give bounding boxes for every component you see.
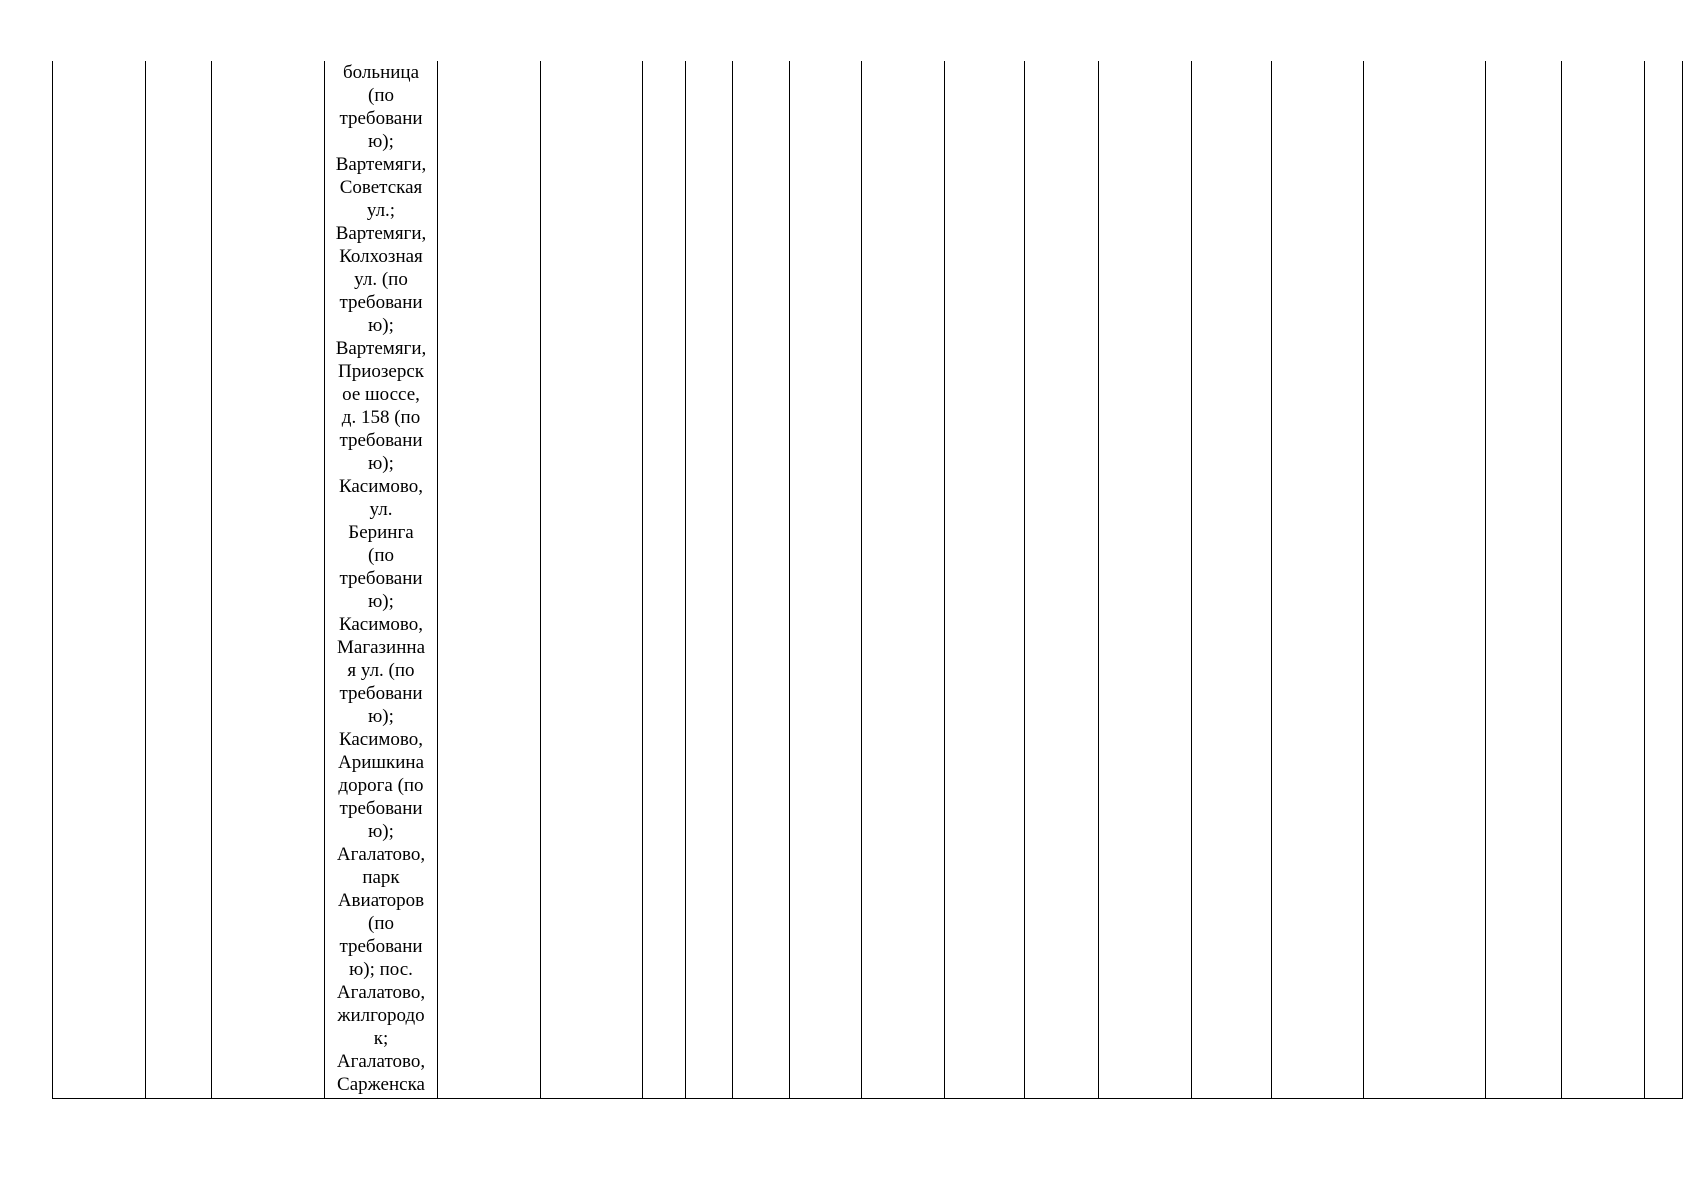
table-cell bbox=[1645, 61, 1683, 1099]
table-cell bbox=[1364, 61, 1486, 1099]
table-cell bbox=[1562, 61, 1645, 1099]
route-stop-line: Вартемяги, bbox=[335, 223, 427, 244]
route-stop-line: ю); bbox=[368, 706, 394, 727]
route-stop-line: парк bbox=[362, 867, 400, 888]
route-stop-line: (по bbox=[368, 913, 394, 934]
route-stop-line: ю); пос. bbox=[349, 959, 413, 980]
route-stop-line: ю); bbox=[368, 591, 394, 612]
table-cell bbox=[1099, 61, 1192, 1099]
route-stop-line: ю); bbox=[368, 315, 394, 336]
route-stop-line: Агалатово, bbox=[336, 982, 426, 1003]
table-cell bbox=[53, 61, 146, 1099]
route-stop-line: ул. (по bbox=[354, 269, 408, 290]
route-stop-line: ул.; bbox=[366, 200, 396, 221]
route-stops-cell bbox=[325, 61, 438, 1099]
route-stop-line: требовани bbox=[339, 683, 423, 704]
route-table bbox=[52, 61, 1683, 1099]
route-stop-line: Вартемяги, bbox=[335, 338, 427, 359]
table-cell bbox=[790, 61, 862, 1099]
route-stop-line: Магазинна bbox=[337, 637, 425, 658]
route-stop-line: Беринга bbox=[348, 522, 414, 543]
table-cell bbox=[1272, 61, 1364, 1099]
table-cell bbox=[945, 61, 1025, 1099]
route-stop-line: Касимово, bbox=[338, 476, 424, 497]
route-stop-line: больница bbox=[343, 62, 419, 83]
route-stop-line: Сарженска bbox=[337, 1074, 425, 1095]
route-stop-line: Колхозная bbox=[339, 246, 423, 267]
route-stop-line: Агалатово, bbox=[336, 1051, 426, 1072]
route-stop-line: ое шоссе, bbox=[342, 384, 420, 405]
route-stop-line: требовани bbox=[339, 292, 423, 313]
table-cell bbox=[862, 61, 945, 1099]
route-stop-line: Советская bbox=[339, 177, 423, 198]
table-cell bbox=[212, 61, 325, 1099]
table-cell bbox=[541, 61, 643, 1099]
route-stop-line: ю); bbox=[368, 131, 394, 152]
route-stop-line: Приозерск bbox=[338, 361, 424, 382]
route-stop-line: Вартемяги, bbox=[335, 154, 427, 175]
route-stop-line: ул. bbox=[369, 499, 393, 520]
table-cell bbox=[733, 61, 790, 1099]
route-stop-line: д. 158 (по bbox=[341, 407, 421, 428]
route-stop-line: к; bbox=[373, 1028, 389, 1049]
route-stop-line: Касимово, bbox=[338, 614, 424, 635]
table-cell bbox=[146, 61, 212, 1099]
route-stop-line: (по bbox=[368, 545, 394, 566]
route-stop-line: Авиаторов bbox=[337, 890, 425, 911]
table-cell bbox=[643, 61, 686, 1099]
table-cell bbox=[1025, 61, 1099, 1099]
table-cell bbox=[1486, 61, 1562, 1099]
route-stop-line: требовани bbox=[339, 936, 423, 957]
route-stop-line: я ул. (по bbox=[347, 660, 415, 681]
route-stop-line: Касимово, bbox=[338, 729, 424, 750]
table-cell bbox=[1192, 61, 1272, 1099]
route-stop-line: Аришкина bbox=[337, 752, 425, 773]
table-cell bbox=[438, 61, 541, 1099]
route-stop-line: требовани bbox=[339, 430, 423, 451]
route-stop-line: жилгородо bbox=[337, 1005, 425, 1026]
route-stop-line: ю); bbox=[368, 453, 394, 474]
table-cell bbox=[686, 61, 733, 1099]
route-stops-text bbox=[329, 61, 433, 1096]
route-stop-line: требовани bbox=[339, 568, 423, 589]
route-stop-line: (по bbox=[368, 85, 394, 106]
route-stop-line: ю); bbox=[368, 821, 394, 842]
route-stop-line: дорога (по bbox=[338, 775, 424, 796]
table-row bbox=[53, 61, 1683, 1099]
route-stop-line: требовани bbox=[339, 108, 423, 129]
route-stop-line: Агалатово, bbox=[336, 844, 426, 865]
route-stop-line: требовани bbox=[339, 798, 423, 819]
